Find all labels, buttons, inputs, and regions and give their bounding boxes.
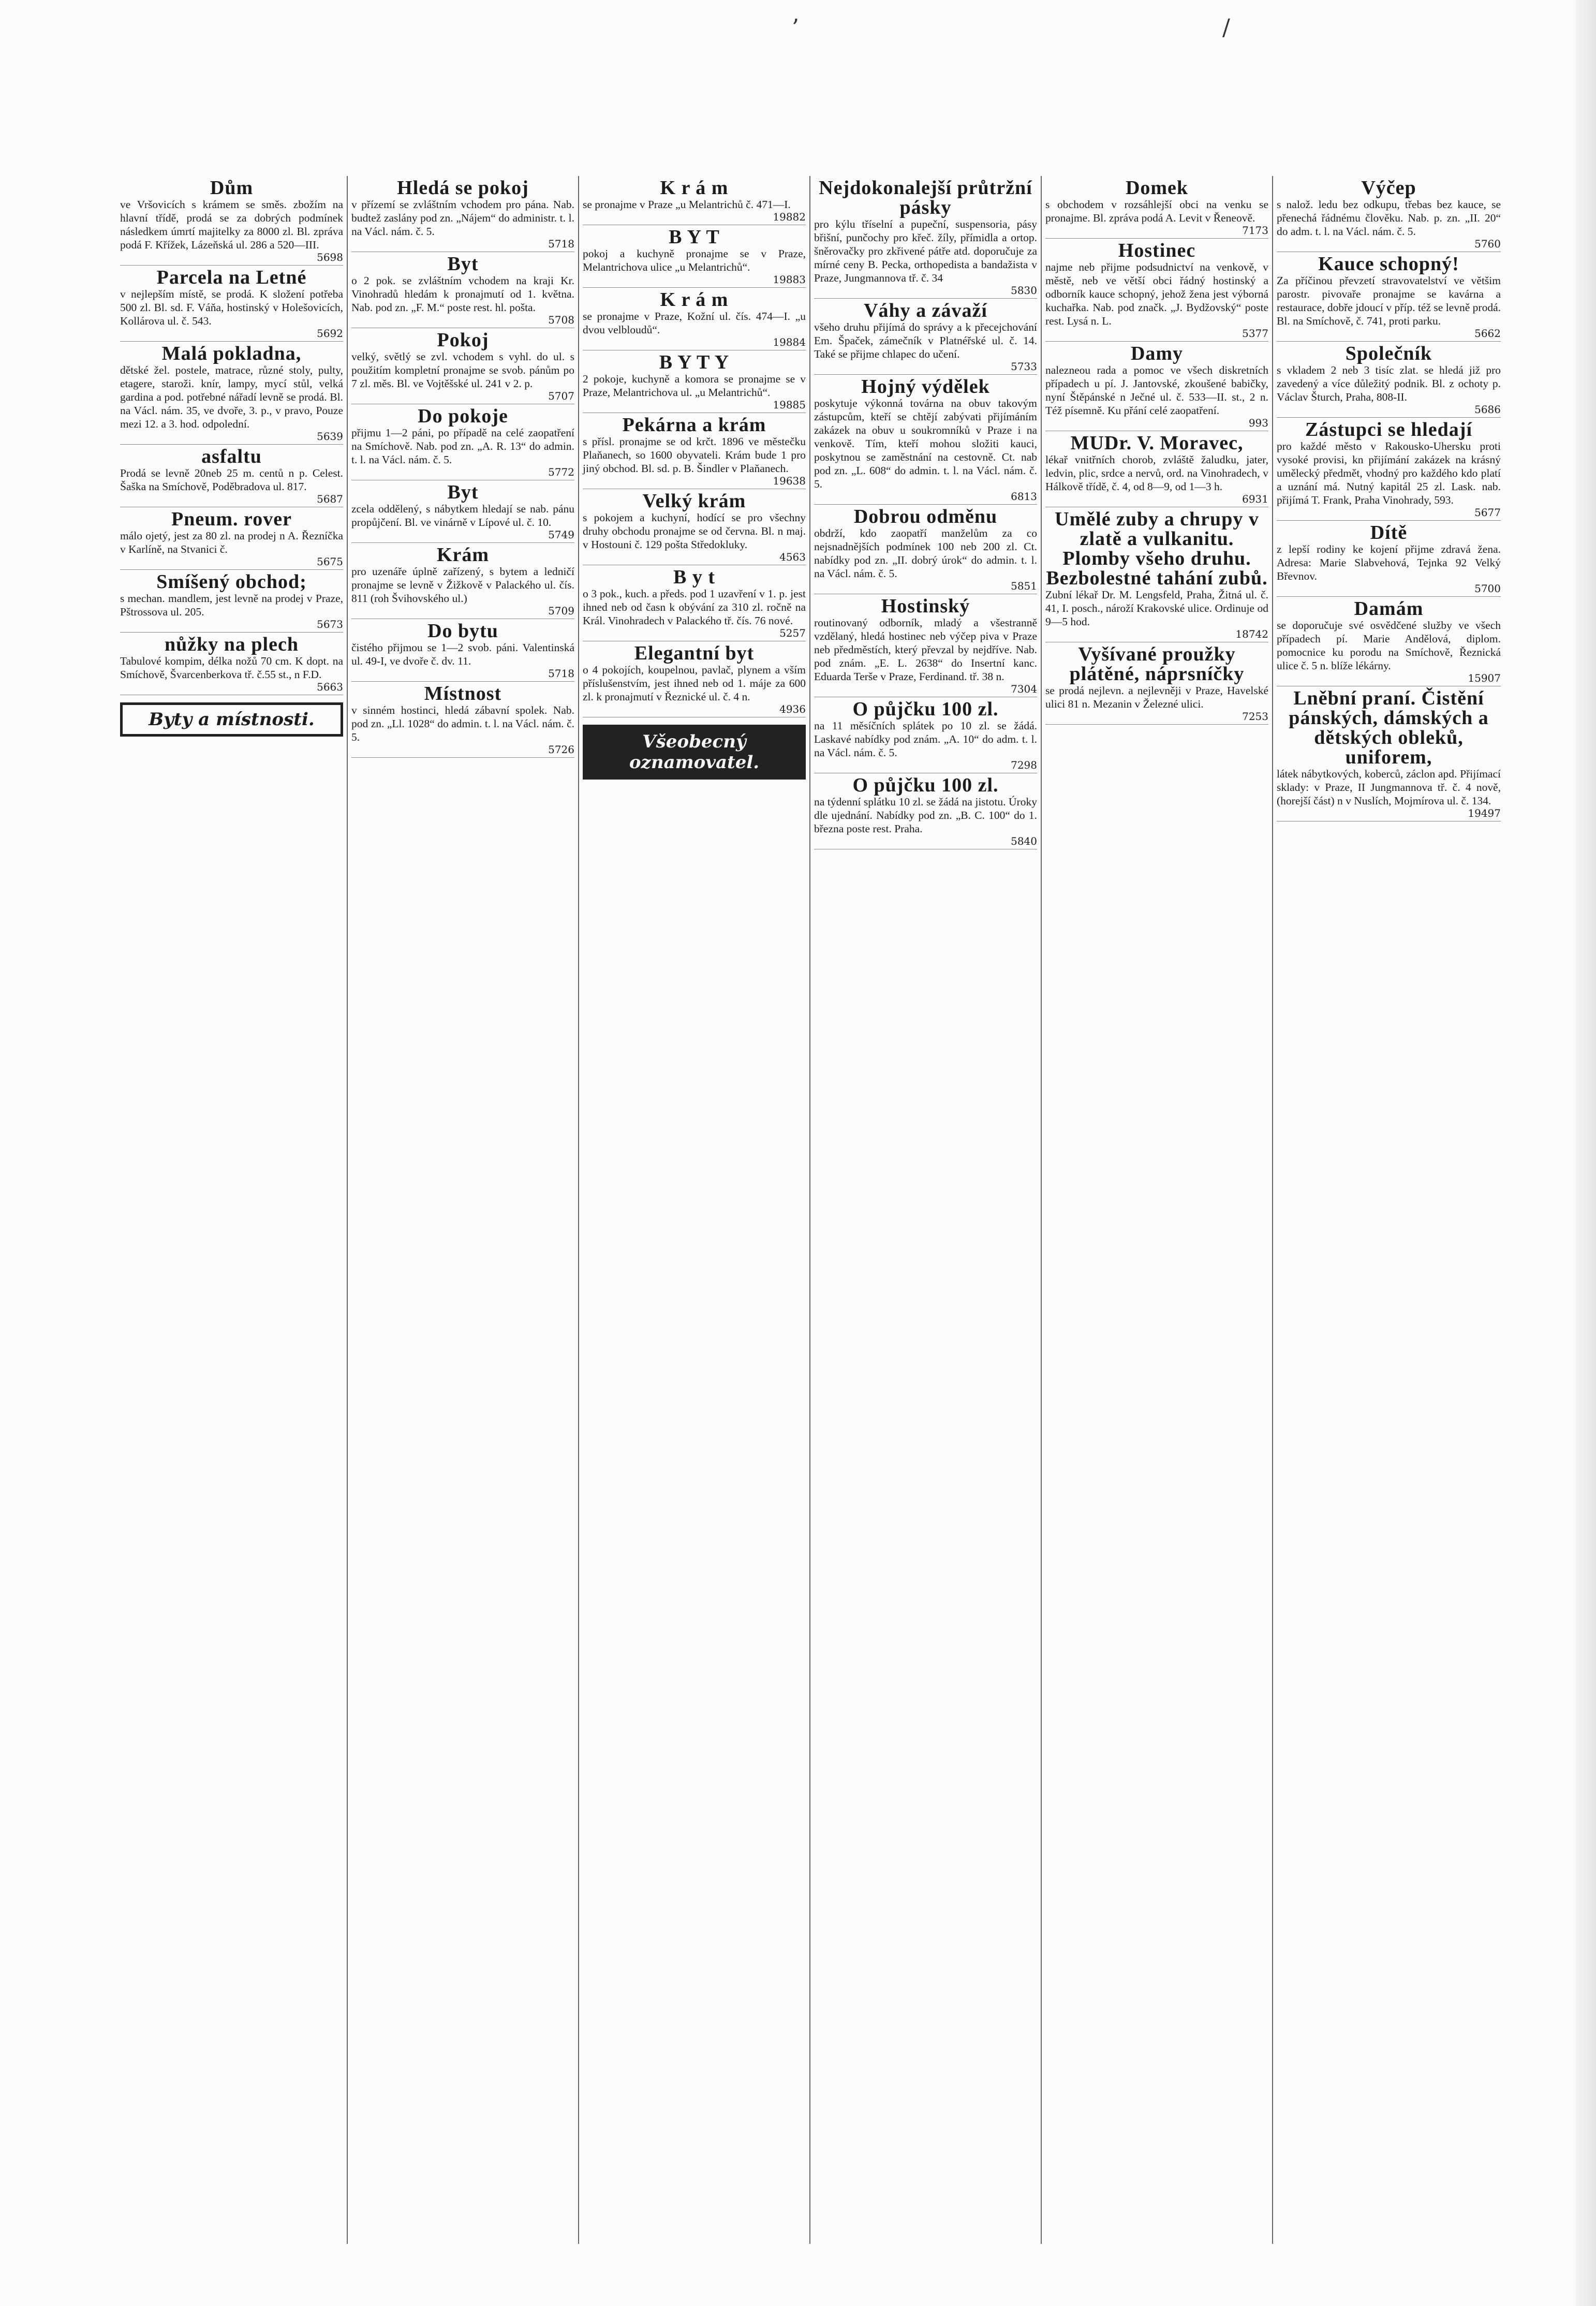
ad-body: routinovaný odborník, mladý a všestranně vzdělaný, hledá hostinec neb výčep piva v Praze neb předměstích, který převzal by nejdříve. Nab. pod znám. „E. L. 2638“ do Insertní kanc. Eduarda Terše v Praze, Ferdinand. tř. 38 n.: [814, 616, 1037, 683]
ad-body: látek nábytkových, koberců, záclon apd. Přijímací sklady: v Praze, II Jungmannova tř. č. 4 nově, (horejší část) n v Nuslích, Mojmírova ul. č. 134.: [1277, 768, 1501, 807]
ad-number: 19885: [773, 399, 806, 411]
ad-heading: Pokoj: [437, 329, 489, 351]
ad-number: 5726: [548, 743, 574, 756]
ad-body: o 3 pok., kuch. a předs. pod 1 uzavření v 1. p. jest ihned neb od časn k obývání za 310 zl. ročně na Král. Vinohradech v Palackého tř. čís. 76 nové.: [583, 587, 806, 627]
ad-heading: Nejdokonalejší průtržní pásky: [819, 177, 1032, 218]
ad-number: 15907: [1468, 672, 1501, 684]
ad-heading: Výčep: [1361, 177, 1416, 199]
ad-heading: Váhy a závaží: [864, 300, 987, 321]
ad-number: 19497: [1468, 807, 1501, 819]
classified-ad: [1277, 252, 1501, 342]
ad-heading: Hledá se pokoj: [397, 177, 529, 199]
ad-number: 5698: [317, 251, 343, 263]
classified-ad: [1277, 686, 1501, 821]
ad-heading: Elegantní byt: [634, 642, 755, 664]
ad-heading: Dům: [210, 177, 254, 199]
classified-ad: [120, 633, 343, 695]
ad-body: o 2 pok. se zvláštním vchodem na kraji Kr. Vinohradů hledám k pronajmutí od 1. května. Nab. pod zn. „F. M.“ poste rest. hl. pošta.: [351, 274, 574, 314]
ad-body: nalezneou rada a pomoc ve všech diskretních případech u pí. J. Jantovské, zkoušené babičky, nyní Štěpánské n Ječné ul. č. 533—II. st., 2 n. Též písemně. Ku přání celé zaopatření.: [1045, 364, 1268, 417]
classified-ad: [814, 594, 1037, 697]
classified-ad: [583, 288, 806, 350]
classified-ad: [351, 480, 574, 543]
ad-body: obdrží, kdo zaopatří manželům za co nejsnadnějších podmínek 100 neb 200 zl. Ct. nabídky pod zn. „II. dobrý úrok“ do admin. t. l. na Václ. nám. č. 5.: [814, 527, 1037, 580]
ad-number: 5718: [548, 667, 574, 680]
section-title: Byty a místnosti.: [120, 702, 343, 737]
column-2: [348, 176, 579, 2244]
ad-number: 5700: [1474, 582, 1501, 595]
ad-body: pro uzenáře úplně zařízený, s bytem a ledničí pronajme se levně v Žižkově v Palackého ul. čís. 811 (roh Švihovského ul.): [351, 565, 574, 605]
classified-ad: [583, 413, 806, 489]
ad-heading: Byt: [447, 481, 479, 503]
ad-body: se doporučuje své osvědčené služby ve všech případech pí. Marie Andělová, diplom. pomocnice ku porodu na Smíchově, Řeznická ulice č. 5 n. blíže lékárny.: [1277, 619, 1501, 672]
classified-ad: [351, 619, 574, 682]
classified-ad: [1277, 521, 1501, 597]
ad-number: 5687: [317, 493, 343, 505]
ad-heading: Dítě: [1370, 522, 1408, 544]
ad-heading: nůžky na plech: [165, 634, 299, 655]
ad-number: 5662: [1474, 327, 1501, 340]
classified-ad: [583, 641, 806, 717]
ad-body: najme neb přijme podsudnictví na venkově, v městě, neb ve větší obci řádný hostinský a odborník kauce schopný, jehož žena jest výborná kuchařka. Nab. pod značk. „J. Bydžovský“ poste rest. Lysá n. L.: [1045, 261, 1268, 327]
page-edge-shadow: [1575, 0, 1596, 2306]
ad-number: 5686: [1474, 403, 1501, 416]
ad-body: na týdenní splátku 10 zl. se žádá na jistotu. Úroky dle ujednání. Nabídky pod zn. „B. C. 100“ do 1. března poste rest. Praha.: [814, 796, 1037, 835]
ad-body: s obchodem v rozsáhlejší obci na venku se pronajme. Bl. zpráva podá A. Levit v Řeneově.: [1045, 198, 1268, 224]
ad-heading: Místnost: [424, 683, 502, 704]
ad-heading: MUDr. V. Moravec,: [1070, 432, 1244, 454]
classified-ad: [120, 507, 343, 570]
classified-ad: [1277, 418, 1501, 521]
column-6: [1273, 176, 1504, 2244]
classified-ad: [1277, 176, 1501, 252]
ad-body: Za příčinou převzetí stravovatelství ve většim parostr. pivovaře pronajme se kavárna a restaurace, dobře jdoucí v příp. též se levně prodá. Bl. na Smíchově, č. 741, proti parku.: [1277, 274, 1501, 327]
ad-body: s mechan. mandlem, jest levně na prodej v Praze, Pštrossova ul. 205.: [120, 592, 343, 618]
ad-body: se pronajme v Praze „u Melantrichů č. 471—I.: [583, 198, 791, 211]
ad-number: 5718: [548, 238, 574, 250]
ad-number: 7173: [1242, 224, 1268, 237]
classified-ad: [120, 445, 343, 507]
ad-body: Zubní lékař Dr. M. Lengsfeld, Praha, Žitná ul. č. 41, I. posch., nároží Krakovské ulice. Ordinuje od 9—5 hod.: [1045, 589, 1268, 628]
classified-ad: [583, 489, 806, 565]
ad-heading: Domek: [1125, 177, 1189, 199]
ad-number: 5692: [317, 327, 343, 340]
ad-number: 19883: [773, 273, 806, 286]
classified-ad: [120, 266, 343, 342]
classified-ad: [1277, 597, 1501, 686]
classified-ad: [1045, 342, 1268, 431]
ad-heading: Kauce schopný!: [1318, 253, 1459, 275]
ad-body: s vkladem 2 neb 3 tisíc zlat. se hledá již pro zavedený a více důležitý podnik. Bl. z ochoty p. Václav Šturch, Praha, 808-II.: [1277, 364, 1501, 403]
ad-body: z lepší rodiny ke kojení přijme zdravá žena. Adresa: Marie Slabvehová, Tejnka 92 Velký Břevnov.: [1277, 543, 1501, 582]
ad-body: poskytuje výkonná továrna na obuv takovým zástupcům, kteří se chtějí zabývati přijímáním zakázek na obuv u soukromníků v Praze i na venkově. Tím, kteří mohou složiti kauci, poskytnou se zaměstnání na cestovně. Ct. nab pod zn. „L. 608“ do admin. t. l. na Václ. nám. č. 5.: [814, 397, 1037, 490]
ad-heading: Pekárna a krám: [622, 414, 766, 436]
ad-number: 5257: [779, 627, 806, 639]
ad-heading: B y t: [673, 566, 715, 588]
ad-number: 5709: [548, 605, 574, 617]
ad-heading: Damy: [1130, 343, 1184, 364]
ad-number: 5377: [1242, 327, 1268, 340]
top-center-mark: ’: [792, 14, 799, 41]
ad-body: dětské žel. postele, matrace, různé stoly, pulty, etagere, staroži. knír, lampy, mycí stůl, velká gardina a pod. potřebné nářadí levně se prodá. Bl. na Václ. nám. 35, ve dvoře, 3. p., v pravo, Pouze mezi 12. a 3. hod. odpolední.: [120, 364, 343, 430]
classified-ad: [120, 342, 343, 445]
ad-heading: Lněbní praní. Čistění pánských, dámských a dětských obleků, uniforem,: [1289, 687, 1489, 768]
ad-number: 7253: [1242, 710, 1268, 723]
classified-ad: [814, 505, 1037, 594]
ad-heading: Hostinec: [1118, 240, 1196, 261]
ad-number: 5673: [317, 618, 343, 630]
ad-body: se pronajme v Praze, Kožní ul. čís. 474—I. „u dvou velbloudů“.: [583, 310, 806, 336]
ad-heading: Parcela na Letné: [156, 267, 307, 288]
ad-body: zcela oddělený, s nábytkem hledají se nab. pánu propůjčení. Bl. ve vinárně v Lípové ul. č. 10.: [351, 503, 574, 528]
ad-heading: K r á m: [660, 177, 729, 199]
ad-body: lékař vnitřních chorob, zvláště žaludku, jater, ledvin, plic, srdce a nervů, ord. na Vinohradech, v Hálkově třídě, č. 4, od 8—9, od 1—3 h.: [1045, 453, 1268, 493]
ad-heading: B Y T: [669, 226, 720, 248]
ad-number: 5749: [548, 528, 574, 541]
column-3: [579, 176, 810, 2244]
classified-ad: [351, 176, 574, 252]
ad-number: 4563: [779, 551, 806, 563]
ad-number: 5663: [317, 681, 343, 693]
classified-ad: [1045, 239, 1268, 342]
classified-ad: [814, 773, 1037, 849]
ad-number: 19884: [773, 336, 806, 348]
ad-number: 19882: [773, 211, 806, 223]
ad-number: 993: [1248, 417, 1268, 429]
classified-ad: [120, 176, 343, 266]
ad-number: 18742: [1235, 628, 1268, 640]
ad-body: na 11 měsíčních splátek po 10 zl. se žádá. Laskavé nabídky pod znám. „A. 10“ do adm. t. l. na Václ. nám. č. 5.: [814, 719, 1037, 759]
ad-number: 7298: [1011, 759, 1037, 771]
ad-heading: Hojný výdělek: [861, 376, 990, 398]
ad-body: s pokojem a kuchyní, hodící se pro všechny druhy obchodu pronajme se od června. Bl. n maj. v Hostouni č. 129 pošta Středokluky.: [583, 511, 806, 551]
classified-ad: [1045, 176, 1268, 239]
classified-ad: [1045, 431, 1268, 507]
classified-ad: [583, 225, 806, 288]
ad-number: 6931: [1242, 493, 1268, 505]
ad-number: 5707: [548, 390, 574, 402]
ad-heading: Smíšený obchod;: [156, 571, 307, 593]
ad-heading: Zástupci se hledají: [1305, 419, 1473, 440]
ad-heading: Umělé zuby a chrupy v zlatě a vulkanitu. Plomby všeho druhu. Bezbolestné tahání zubů.: [1046, 508, 1268, 589]
top-right-mark: /: [1222, 14, 1230, 41]
classified-ad: [583, 565, 806, 641]
ad-body: Prodá se levně 20neb 25 m. centů n p. Celest. Šaška na Smíchově, Poděbradova ul. 817.: [120, 467, 343, 493]
classified-ad: [1045, 642, 1268, 725]
ad-heading: Dobrou odměnu: [853, 506, 998, 527]
ad-body: čistého přijmou se 1—2 svob. páni. Valentinská ul. 49-I, ve dvoře č. dv. 11.: [351, 641, 574, 667]
classified-ad: [1045, 507, 1268, 642]
ad-number: 19638: [773, 475, 806, 487]
classified-ad: [814, 697, 1037, 773]
ad-heading: Do pokoje: [418, 405, 508, 427]
classified-ad: [351, 252, 574, 328]
ad-number: 5675: [317, 555, 343, 568]
ad-heading: O půjčku 100 zl.: [852, 774, 999, 796]
ad-number: 5677: [1474, 506, 1501, 519]
ad-body: v sinném hostinci, hledá zábavní spolek. Nab. pod zn. „Ll. 1028“ do admin. t. l. na Václ. nám. č. 5.: [351, 704, 574, 743]
ad-body: pokoj a kuchyně pronajme se v Praze, Melantrichova ulice „u Melantrichů“.: [583, 247, 806, 273]
classified-ad: [351, 328, 574, 404]
ad-number: 5760: [1474, 238, 1501, 250]
classified-ad: [351, 404, 574, 480]
ad-body: 2 pokoje, kuchyně a komora se pronajme se v Praze, Melantrichova ul. „u Melantrichů“.: [583, 373, 806, 399]
ad-body: pro každé město v Rakousko-Uhersku proti vysoké provisi, kn přijímání zakázek na krásný umělecký předmět, vhodný pro každého kdo platí a uznání má. Nutný kapitál 25 zl. Lask. nab. přijímá T. Frank, Praha Vinohrady, 593.: [1277, 440, 1501, 506]
ad-body: pro kýlu tříselní a pupeční, suspensoria, pásy břišní, punčochy pro křeč. žíly, přímidla a ortop. šněrovačky pro zkřivené pátře atd. doporučuje za mírné ceny B. Pecka, orthopedista a bandažista v Praze, Jungmannova tř. č. 34: [814, 218, 1037, 284]
ad-number: 6813: [1011, 490, 1037, 503]
ad-heading: Byt: [447, 253, 479, 275]
classified-ad: [351, 543, 574, 619]
ad-body: o 4 pokojích, koupelnou, pavlač, plynem a vším příslušenstvím, jest ihned neb od 1. máje za 600 zl. k pronajmutí v Řeznické ul. č. 4 n.: [583, 664, 806, 703]
classified-ad: [814, 176, 1037, 299]
classified-ad: [1277, 342, 1501, 418]
ad-body: velký, světlý se zvl. vchodem s vyhl. do ul. s použitím kompletní pronajme se svob. pánům po 7 zl. měs. Bl. ve Vojtěšské ul. 241 v 2. p.: [351, 350, 574, 390]
ad-number: 5840: [1011, 835, 1037, 847]
ad-heading: Pneum. rover: [171, 508, 292, 530]
ad-heading: Velký krám: [642, 490, 746, 512]
ad-body: všeho druhu přijímá do správy a k přecejchování Em. Špaček, zámečník v Platnéřské ul. č. 14. Také se přijme chlapec do učení.: [814, 321, 1037, 360]
ads-grid: [116, 176, 1565, 2246]
ad-number: 5830: [1011, 284, 1037, 297]
column-1: [116, 176, 348, 2244]
ad-heading: asfaltu: [201, 446, 262, 467]
ad-heading: K r á m: [660, 289, 729, 311]
ad-body: v nejlepším místě, se prodá. K složení potřeba 500 zl. Bl. sd. F. Váňa, hostinský v Holešovicích, Kollárova ul. č. 543.: [120, 288, 343, 327]
ad-number: 5733: [1011, 360, 1037, 373]
classified-ad: [814, 299, 1037, 375]
ad-heading: Do bytu: [427, 620, 498, 642]
column-5: [1042, 176, 1273, 2244]
ad-heading: Hostinský: [881, 595, 970, 617]
ad-heading: Vyšívané proužky plátěné, náprsníčky: [1069, 643, 1245, 685]
ad-heading: Malá pokladna,: [161, 343, 302, 364]
ad-heading: B Y T Y: [659, 351, 730, 373]
classified-ad: [814, 375, 1037, 505]
column-4: [810, 176, 1042, 2244]
classified-ad: [120, 570, 343, 633]
section-title: Všeobecný oznamovatel.: [583, 725, 806, 780]
ad-body: s přísl. pronajme se od krčt. 1896 ve městečku Plaňanech, so 1600 obyvateli. Krám bude 1 pro jiný obchod. Bl. sd. p. B. Šindler v Plaňanech.: [583, 435, 806, 475]
ad-body: se prodá nejlevn. a nejlevněji v Praze, Havelské ulici 81 n. Mezanin v Železné ulici.: [1045, 684, 1268, 710]
ad-heading: Společník: [1345, 343, 1432, 364]
ad-body: ve Vršovicích s krámem se směs. zbožím na hlavní třídě, prodá se za dobrých podmínek následkem úmrtí majitelky za 8000 zl. Bl. zpráva podá F. Křížek, Lázeňská ul. 286 a 520—III.: [120, 198, 343, 251]
classified-ad: [583, 350, 806, 413]
ad-heading: Damám: [1354, 598, 1424, 620]
ad-number: 5772: [548, 466, 574, 478]
ad-number: 4936: [779, 703, 806, 715]
ad-body: v přízemí se zvláštním vchodem pro pána. Nab. budtež zaslány pod zn. „Nájem“ do administr. t. l. na Václ. nám. č. 5.: [351, 198, 574, 238]
ad-heading: O půjčku 100 zl.: [852, 698, 999, 720]
ad-heading: Krám: [436, 544, 490, 566]
ad-body: s nalož. ledu bez odkupu, třebas bez kauce, se přenechá řádnému člověku. Nab. p. zn. „II. 20“ do adm. t. l. na Václ. nám. č. 5.: [1277, 198, 1501, 238]
classified-ad: [583, 176, 806, 225]
ad-number: 5851: [1011, 580, 1037, 592]
ad-number: 5708: [548, 314, 574, 326]
ad-body: málo ojetý, jest za 80 zl. na prodej n A. Řezníčka v Karlíně, na Stvanici č.: [120, 530, 343, 555]
classified-ad: [351, 682, 574, 758]
ad-number: 7304: [1011, 683, 1037, 695]
ad-body: přijmu 1—2 páni, po případě na celé zaopatření na Smíchově. Nab. pod zn. „A. R. 13“ do admin. t. l. na Václ. nám. č. 5.: [351, 427, 574, 466]
ad-body: Tabulové kompim, délka nožů 70 cm. K dopt. na Smíchově, Švarcenberkova tř. č.55 st., n F.D.: [120, 655, 343, 681]
ad-number: 5639: [317, 430, 343, 443]
